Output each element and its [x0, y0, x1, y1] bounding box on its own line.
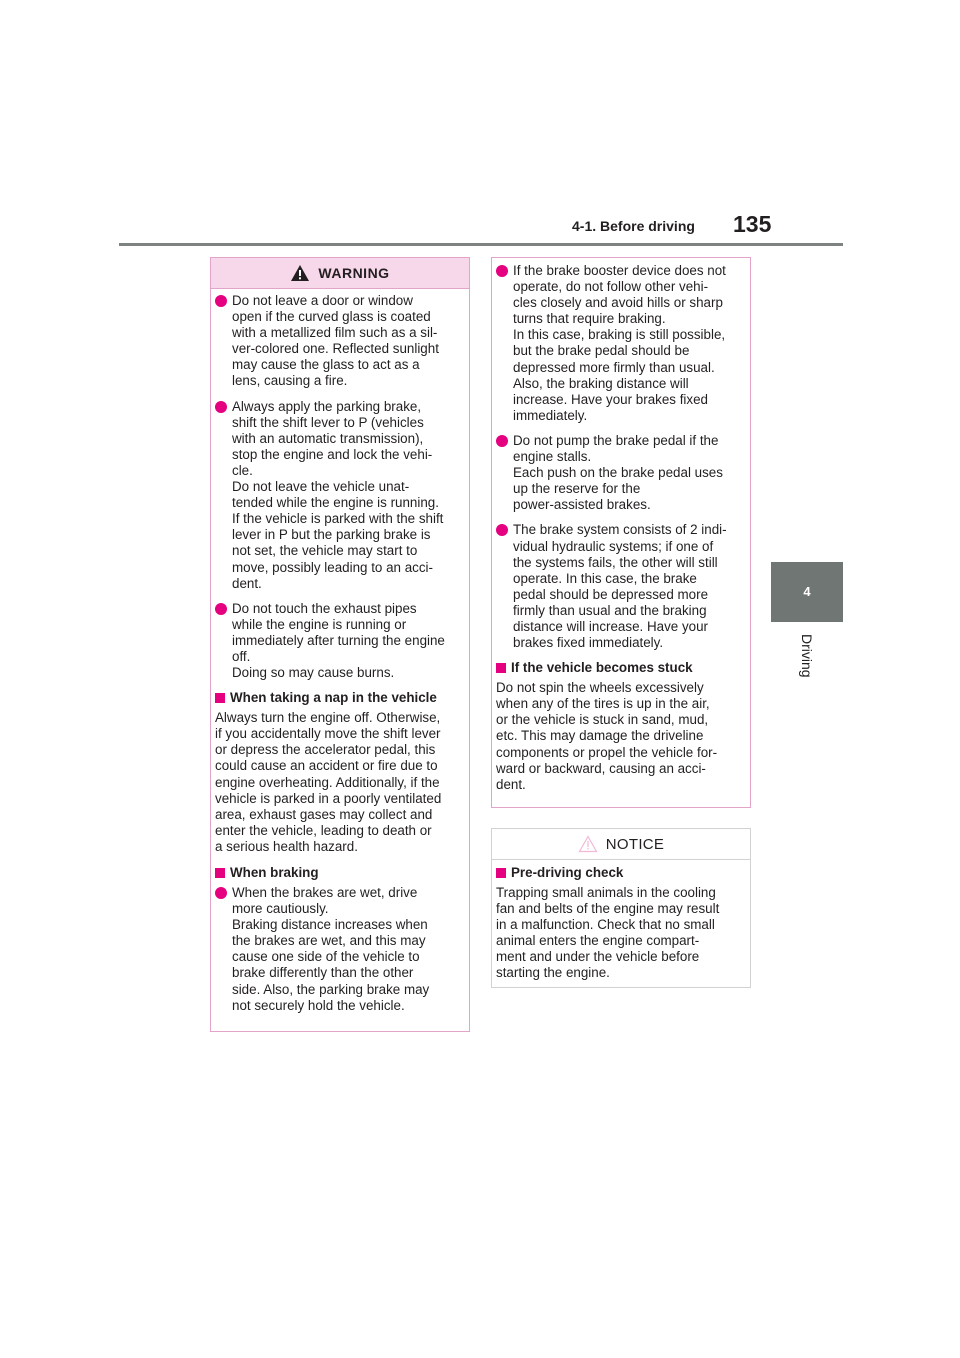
warning-title: WARNING — [318, 265, 390, 281]
caution-triangle-icon — [578, 835, 598, 853]
chapter-label: Driving — [799, 634, 815, 678]
section-heading-text: Pre-driving check — [511, 865, 624, 880]
header-divider — [119, 243, 843, 246]
section-heading — [215, 865, 455, 881]
bullet-text: The brake system consists of 2 indi- vidual hydraulic systems; if one of the systems fails, the other will still operate. In this case, the brake pedal should be depressed more firmly than usual and the braking distance will increase. Have your brakes fixed immediately. — [513, 522, 727, 651]
bullet-item — [496, 433, 736, 513]
section-title: 4-1. Before driving — [572, 218, 695, 234]
bullet-dot-icon — [215, 603, 227, 615]
section-heading-text: If the vehicle becomes stuck — [511, 660, 693, 676]
bullet-item — [215, 293, 455, 390]
section-square-icon — [496, 868, 506, 878]
warning-box-left — [210, 257, 470, 1032]
warning-content-right — [492, 258, 750, 793]
chapter-tab: 4 — [771, 562, 843, 622]
paragraph: Always turn the engine off. Otherwise, if you accidentally move the shift lever or depress the accelerator pedal, this could cause an accident or fire due to engine overheating. Additionally, if the vehicle is parked in a poorly ventilated area, exhaust gases may collect and enter the vehicle, leading to death or a serious health hazard. — [215, 710, 442, 854]
bullet-text: When the brakes are wet, drive more cautiously. Braking distance increases when the brakes are wet, and this may cause one side of the vehicle to brake differently than the other side. Also, the parking brake may not securely hold the vehicle. — [232, 885, 430, 1013]
paragraph: Trapping small animals in the cooling fan and belts of the engine may result in a malfunction. Check that no small animal enters the engine compart- ment and under the vehicle before starting the engine. — [496, 885, 720, 981]
bullet-dot-icon — [215, 401, 227, 413]
notice-content — [492, 860, 750, 982]
bullet-dot-icon — [496, 524, 508, 536]
section-heading — [215, 690, 455, 706]
warning-header — [211, 258, 469, 289]
paragraph: Do not spin the wheels excessively when any of the tires is up in the air, or the vehicle is stuck in sand, mud, etc. This may damage the driveline components or propel the vehicle for- ward or backward, causing an acci- dent. — [496, 680, 718, 792]
section-square-icon — [496, 663, 506, 673]
notice-header — [492, 829, 750, 860]
section-heading — [496, 660, 736, 676]
bullet-text: Do not touch the exhaust pipes while the engine is running or immediately after turning the engine off. Doing so may cause burns. — [232, 600, 445, 681]
notice-title: NOTICE — [605, 835, 665, 853]
bullet-item — [215, 885, 455, 1014]
bullet-text: Do not pump the brake pedal if the engine stalls. Each push on the brake pedal uses up the reserve for the power-assisted brakes. — [513, 432, 723, 513]
bullet-dot-icon — [215, 295, 227, 307]
notice-box — [491, 828, 751, 988]
section-heading-text: When braking — [230, 865, 319, 880]
bullet-item — [496, 522, 736, 651]
bullet-text: If the brake booster device does not operate, do not follow other vehi- cles closely and avoid hills or sharp turns that require braking. In this case, braking is still possible, but the brake pedal should be depressed more firmly than usual. Also, the braking distance will increase. Have your brakes fixed immediately. — [513, 263, 726, 423]
bullet-dot-icon — [496, 265, 508, 277]
warning-triangle-icon — [290, 264, 310, 282]
section-heading-text: When taking a nap in the vehicle — [230, 690, 437, 706]
bullet-text: Always apply the parking brake, shift the shift lever to P (vehicles with an automatic transmission), stop the engine and lock the vehi- cle. Do not leave the vehicle unat- tended while the engine is running. If the vehicle is parked with the shift lever in P but the parking brake is not set, the vehicle may start to move, possibly leading to an acci- dent. — [232, 398, 444, 591]
section-heading — [496, 865, 736, 881]
bullet-dot-icon — [215, 887, 227, 899]
bullet-item — [215, 399, 455, 592]
bullet-item — [215, 601, 455, 681]
bullet-text: Do not leave a door or window open if the curved glass is coated with a metallized film such as a sil- ver-colored one. Reflected sunlight may cause the glass to act as a lens, causing a fire. — [232, 293, 439, 389]
bullet-dot-icon — [496, 435, 508, 447]
page-number: 135 — [733, 211, 772, 237]
section-square-icon — [215, 693, 225, 703]
warning-box-right — [491, 257, 751, 808]
bullet-item — [496, 263, 736, 424]
section-square-icon — [215, 868, 225, 878]
warning-content-left — [211, 289, 469, 1014]
